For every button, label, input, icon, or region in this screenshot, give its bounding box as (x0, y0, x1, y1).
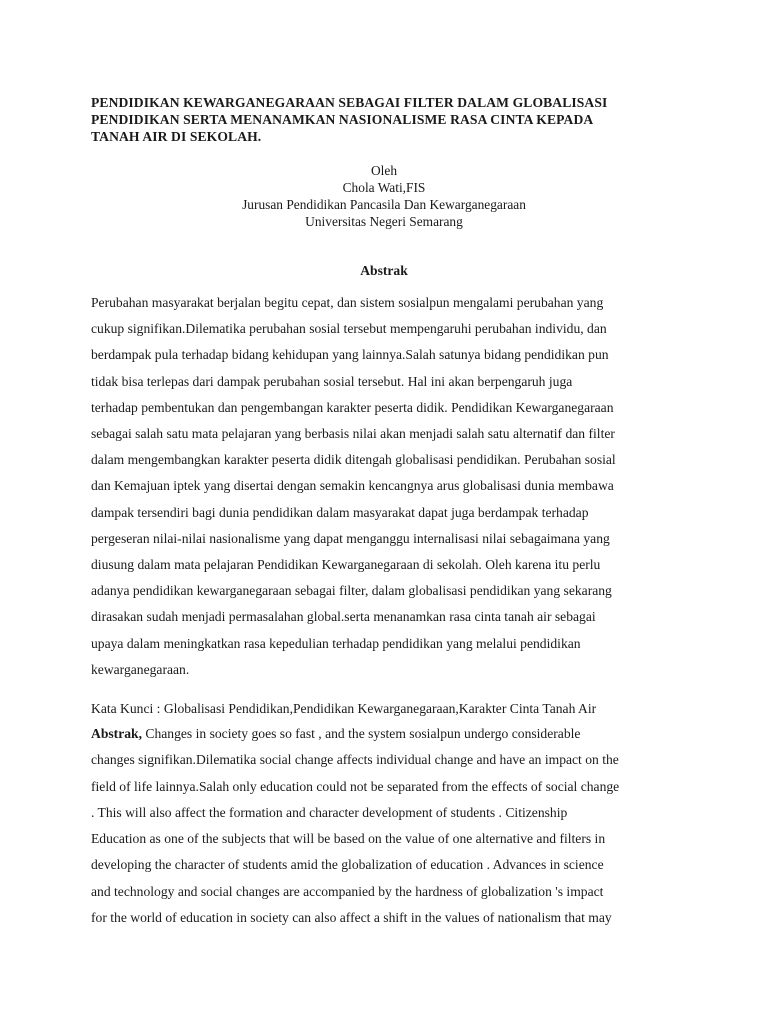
abstract-id-line: diusung dalam mata pelajaran Pendidikan Kewarganegaraan di sekolah. Oleh karena itu perlu (91, 557, 601, 573)
abstract-id-line: terhadap pembentukan dan pengembangan karakter peserta didik. Pendidikan Kewarganegaraan (91, 399, 614, 415)
department: Jurusan Pendidikan Pancasila Dan Kewarganegaraan (242, 197, 526, 212)
university: Universitas Negeri Semarang (305, 214, 463, 229)
abstract-id-line: dalam mengembangkan karakter peserta didik ditengah globalisasi pendidikan. Perubahan sosial (91, 452, 616, 468)
abstract-en-line: . This will also affect the formation and character development of students . Citizenship (91, 804, 568, 820)
abstract-id-line: dirasakan sudah menjadi permasalahan global.serta menanamkan rasa cinta tanah air sebagai (91, 609, 596, 625)
document-title (91, 94, 691, 145)
abstract-en-line: changes signifikan.Dilematika social change affects individual change and have an impact on the (91, 752, 619, 768)
byline: Oleh (370, 163, 398, 178)
abstract-english (91, 721, 691, 931)
abstract-en-first-line (91, 721, 691, 747)
abstract-en-label: Abstrak, (91, 726, 142, 741)
abstract-id-line: adanya pendidikan kewarganegaraan sebagai filter, dalam globalisasi pendidikan yang sekarang (91, 583, 612, 599)
title-line-2: PENDIDIKAN SERTA MENANAMKAN NASIONALISME RASA CINTA KEPADA (91, 112, 594, 127)
abstract-en-first-text: Changes in society goes so fast , and the system sosialpun undergo considerable (141, 726, 581, 741)
abstract-id-line: dampak tersendiri bagi dunia pendidikan dalam masyarakat dapat juga berdampak terhadap (91, 504, 589, 520)
abstract-en-line: for the world of education in society can also affect a shift in the values of nationalism that may (91, 910, 612, 926)
abstract-id-line: pergeseran nilai-nilai nasionalisme yang dapat menganggu internalisasi nilai sebagaimana yang (91, 530, 610, 546)
abstract-en-line: Education as one of the subjects that will be based on the value of one alternative and filters in (91, 831, 606, 847)
abstract-heading: Abstrak (360, 263, 408, 278)
abstract-id-line: tidak bisa terlepas dari dampak perubahan sosial tersebut. Hal ini akan berpengaruh juga (91, 373, 573, 389)
abstract-id-line: kewarganegaraan. (91, 661, 190, 677)
abstract-id-line: sebagai salah satu mata pelajaran yang berbasis nilai akan menjadi salah satu alternatif dan filter (91, 426, 615, 442)
abstract-id-line: cukup signifikan.Dilematika perubahan sosial tersebut mempengaruhi perubahan individu, dan (91, 321, 607, 337)
title-line-1: PENDIDIKAN KEWARGANEGARAAN SEBAGAI FILTER DALAM GLOBALISASI (91, 95, 608, 110)
author-name: Chola Wati,FIS (342, 180, 426, 195)
abstract-id-line: dan Kemajuan iptek yang disertai dengan semakin kencangnya arus globalisasi dunia membawa (91, 478, 614, 494)
title-line-3: TANAH AIR DI SEKOLAH. (91, 129, 262, 144)
abstract-id-line: upaya dalam meningkatkan rasa kepedulian terhadap pendidikan yang melalui pendidikan (91, 635, 581, 651)
abstract-id-line: berdampak pula terhadap bidang kehidupan yang lainnya.Salah satunya bidang pendidikan pun (91, 347, 609, 363)
abstract-en-line: and technology and social changes are accompanied by the hardness of globalization 's impact (91, 883, 604, 899)
abstract-en-line: developing the character of students amid the globalization of education . Advances in science (91, 857, 604, 873)
keywords: Kata Kunci : Globalisasi Pendidikan,Pendidikan Kewarganegaraan,Karakter Cinta Tanah Air (91, 701, 597, 716)
author-block (0, 162, 768, 230)
abstract-id-line: Perubahan masyarakat berjalan begitu cepat, dan sistem sosialpun mengalami perubahan yang (91, 295, 604, 310)
abstract-indonesian (91, 290, 678, 683)
abstract-en-line: field of life lainnya.Salah only education could not be separated from the effects of social change (91, 778, 620, 794)
